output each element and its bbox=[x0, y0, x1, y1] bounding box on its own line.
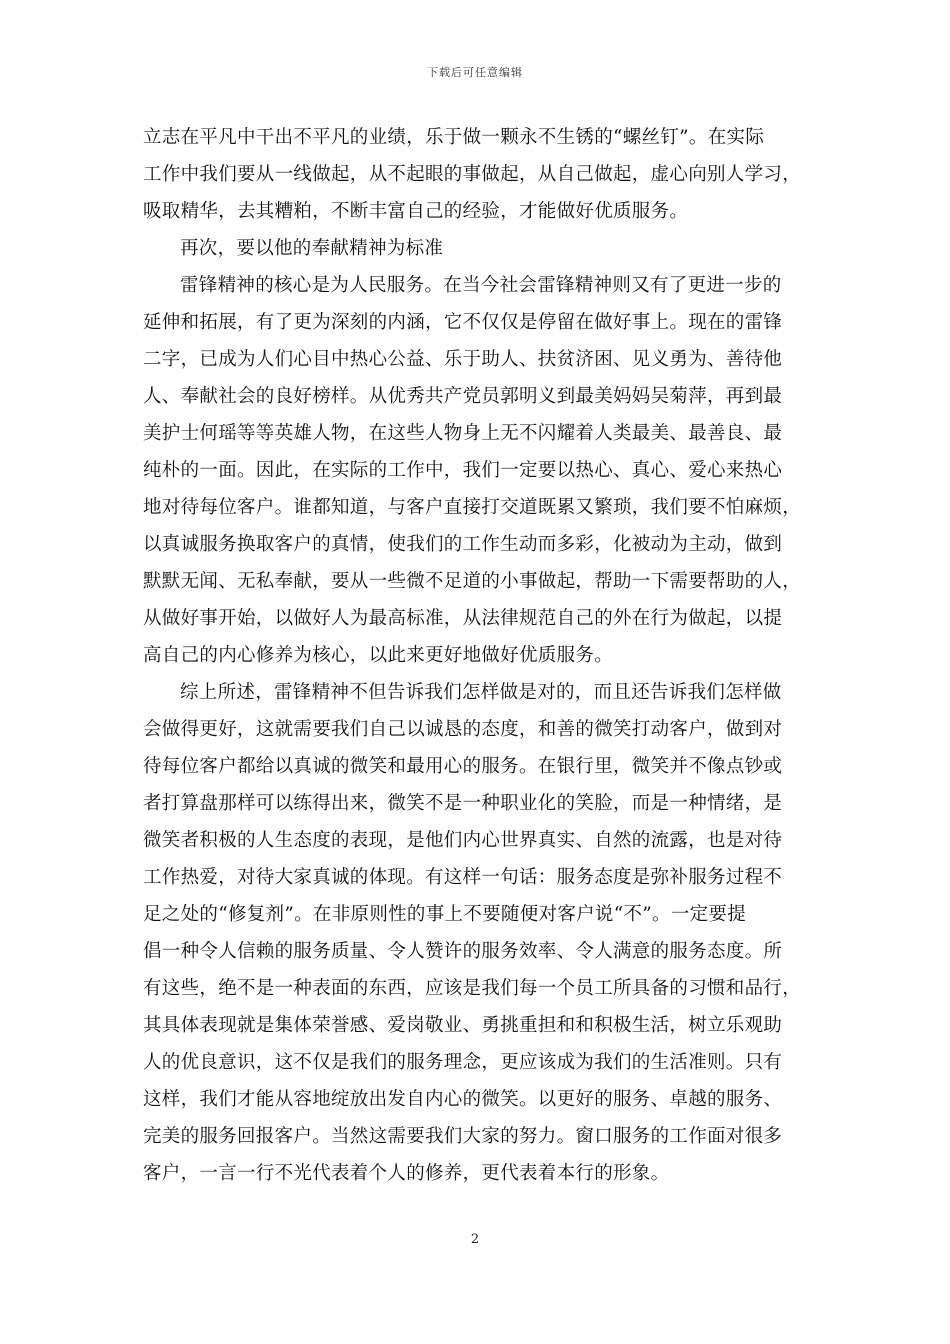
text-line: 雷锋精神的核心是为人民服务。在当今社会雷锋精神则又有了更进一步的 bbox=[180, 275, 782, 296]
text-line: 延伸和拓展，有了更为深刻的内涵，它不仅仅是停留在做好事上。现在的雷锋 bbox=[143, 312, 783, 333]
text-line: 人的优良意识，这不仅是我们的服务理念，更应该成为我们的生活准则。只有 bbox=[143, 1052, 783, 1073]
text-line: 高自己的内心修养为核心，以此来更好地做好优质服务。 bbox=[143, 645, 614, 666]
document-body bbox=[143, 119, 809, 1192]
text-line: 立志在平凡中干出不平凡的业绩，乐于做一颗永不生锈的“螺丝钉”。在实际 bbox=[143, 127, 765, 148]
text-line: 地对待每位客户。谁都知道，与客户直接打交道既累又繁琐，我们要不怕麻烦， bbox=[143, 497, 802, 518]
text-line: 再次，要以他的奉献精神为标准 bbox=[180, 238, 444, 259]
text-line: 人、奉献社会的良好榜样。从优秀共产党员郭明义到最美妈妈吴菊萍，再到最 bbox=[143, 386, 783, 407]
text-line: 微笑者积极的人生态度的表现，是他们内心世界真实、自然的流露，也是对待 bbox=[143, 830, 783, 851]
text-line: 者打算盘那样可以练得出来，微笑不是一种职业化的笑脸，而是一种情绪，是 bbox=[143, 793, 783, 814]
text-line: 工作中我们要从一线做起，从不起眼的事做起，从自己做起，虚心向别人学习， bbox=[143, 164, 802, 185]
text-line: 工作热爱，对待大家真诚的体现。有这样一句话：服务态度是弥补服务过程不 bbox=[143, 867, 783, 888]
text-line: 二字，已成为人们心目中热心公益、乐于助人、扶贫济困、见义勇为、善待他 bbox=[143, 349, 783, 370]
text-line: 这样，我们才能从容地绽放出发自内心的微笑。以更好的服务、卓越的服务、 bbox=[143, 1089, 783, 1110]
text-line: 足之处的“修复剂”。在非原则性的事上不要随便对客户说“不”。一定要提 bbox=[143, 904, 747, 925]
text-line: 其具体表现就是集体荣誉感、爱岗敬业、勇挑重担和和积极生活，树立乐观助 bbox=[143, 1015, 783, 1036]
text-line: 吸取精华，去其糟粕，不断丰富自己的经验，才能做好优质服务。 bbox=[143, 201, 689, 222]
text-line: 完美的服务回报客户。当然这需要我们大家的努力。窗口服务的工作面对很多 bbox=[143, 1126, 783, 1147]
text-line: 从做好事开始，以做好人为最高标准，从法律规范自己的外在行为做起，以提 bbox=[143, 608, 783, 629]
text-line: 有这些，绝不是一种表面的东西，应该是我们每一个员工所具备的习惯和品行， bbox=[143, 978, 802, 999]
text-line: 待每位客户都给以真诚的微笑和最用心的服务。在银行里，微笑并不像点钞或 bbox=[143, 756, 783, 777]
text-line: 综上所述，雷锋精神不但告诉我们怎样做是对的，而且还告诉我们怎样做 bbox=[180, 682, 782, 703]
text-line: 客户，一言一行不光代表着个人的修养，更代表着本行的形象。 bbox=[143, 1163, 670, 1184]
page-header: 下载后可任意编辑 bbox=[427, 66, 523, 79]
text-line: 美护士何瑶等等英雄人物，在这些人物身上无不闪耀着人类最美、最善良、最 bbox=[143, 423, 783, 444]
text-line: 纯朴的一面。因此，在实际的工作中，我们一定要以热心、真心、爱心来热心 bbox=[143, 460, 783, 481]
text-line: 默默无闻、无私奉献，要从一些微不足道的小事做起，帮助一下需要帮助的人， bbox=[143, 571, 802, 592]
text-line: 以真诚服务换取客户的真情，使我们的工作生动而多彩，化被动为主动，做到 bbox=[143, 534, 783, 555]
text-line: 倡一种令人信赖的服务质量、令人赞许的服务效率、令人满意的服务态度。所 bbox=[143, 941, 783, 962]
text-line: 会做得更好，这就需要我们自己以诚恳的态度，和善的微笑打动客户，做到对 bbox=[143, 719, 783, 740]
page-number: 2 bbox=[470, 1232, 480, 1247]
